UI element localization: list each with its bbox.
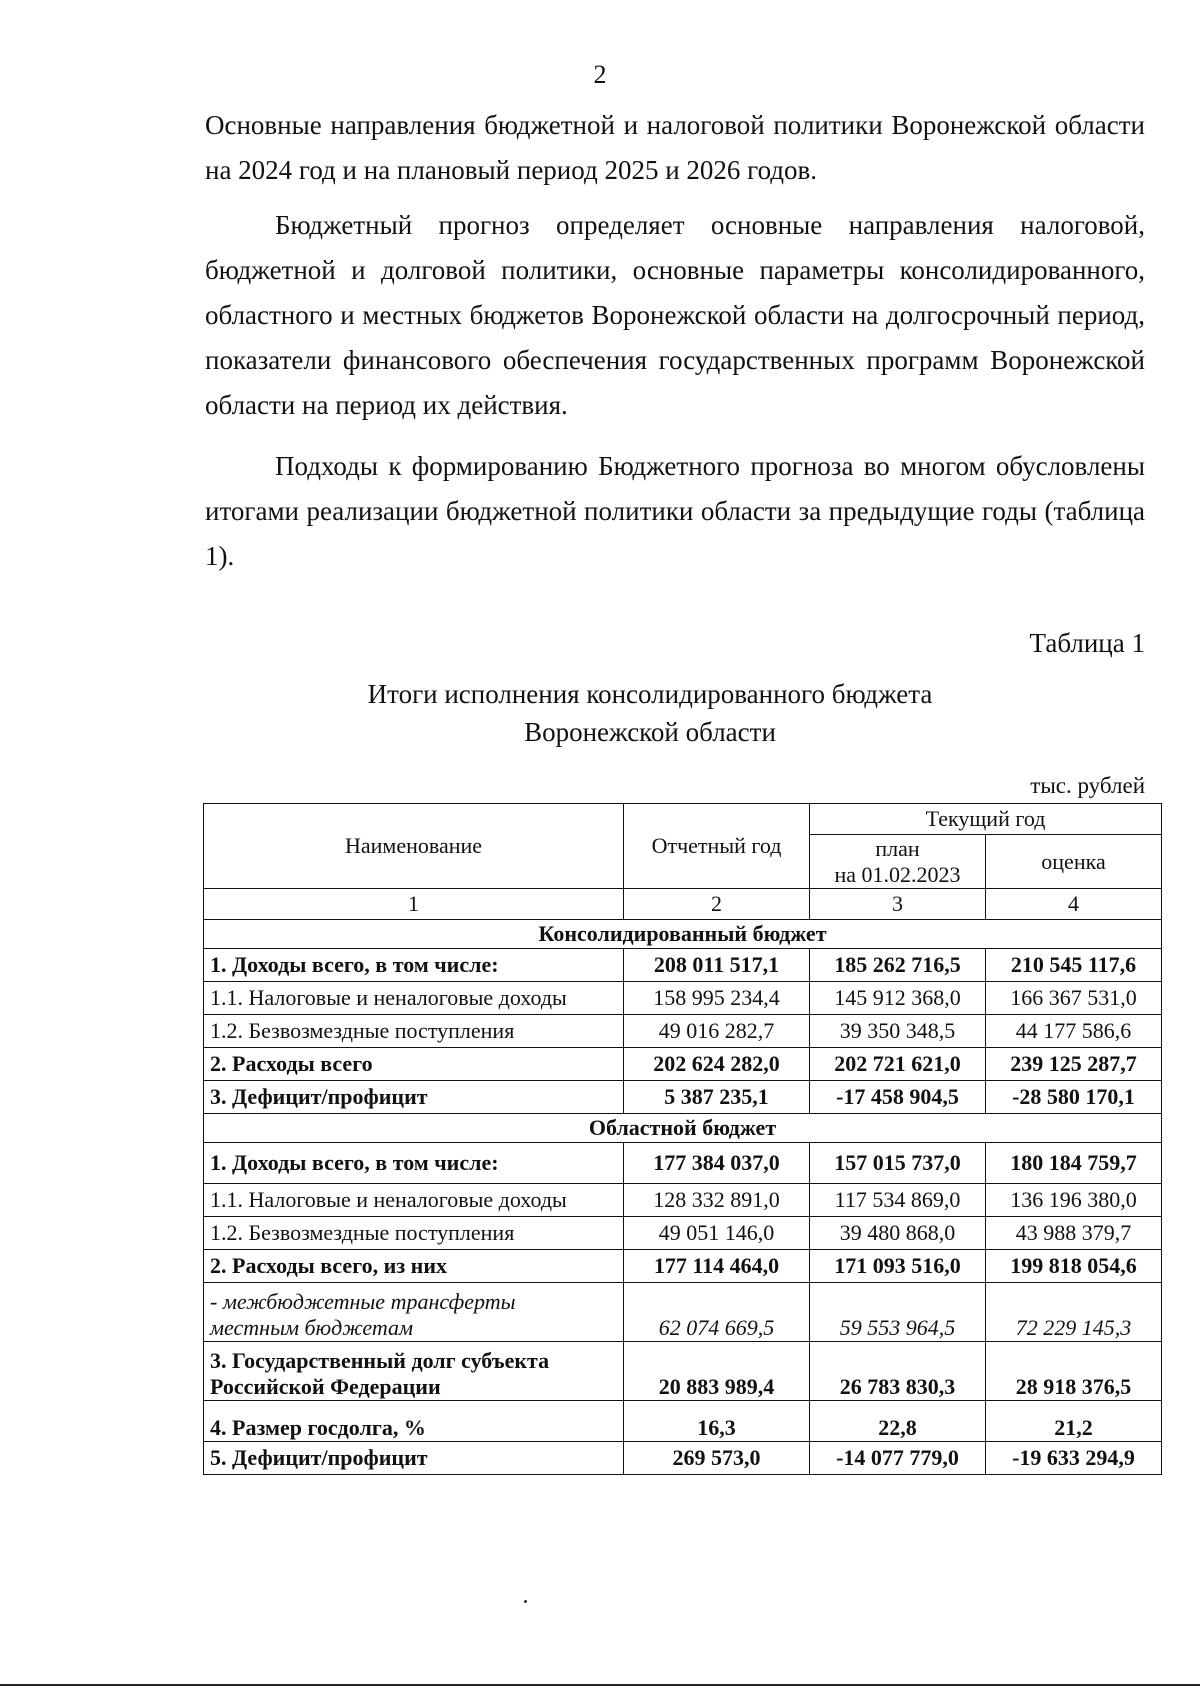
column-number: 3 [810, 889, 986, 920]
row-name: 1.2. Безвозмездные поступления [204, 1015, 624, 1048]
row-value-reported: 16,3 [624, 1401, 810, 1442]
table-row [204, 949, 1162, 982]
row-value-reported: 62 074 669,5 [624, 1283, 810, 1342]
row-value-plan: 22,8 [810, 1401, 986, 1442]
table-label: Таблица 1 [1029, 628, 1145, 658]
row-name: 2. Расходы всего, из них [204, 1250, 624, 1283]
section-header-regional [204, 1114, 1162, 1143]
table-row [204, 1250, 1162, 1283]
column-number: 2 [624, 889, 810, 920]
header-plan-line-2: на 01.02.2023 [834, 861, 961, 887]
row-name: 1. Доходы всего, в том числе: [204, 949, 624, 982]
row-value-reported: 5 387 235,1 [624, 1081, 810, 1114]
row-value-reported: 177 114 464,0 [624, 1250, 810, 1283]
row-value-estimate: -19 633 294,9 [986, 1442, 1162, 1475]
row-value-plan: 145 912 368,0 [810, 982, 986, 1015]
row-value-reported: 49 016 282,7 [624, 1015, 810, 1048]
row-value-estimate: 21,2 [986, 1401, 1162, 1442]
header-plan-line-1: план [875, 835, 920, 861]
header-estimate: оценка [986, 835, 1162, 889]
row-value-reported: 202 624 282,0 [624, 1048, 810, 1081]
row-value-reported: 20 883 989,4 [624, 1342, 810, 1401]
row-value-plan: 157 015 737,0 [810, 1143, 986, 1184]
row-value-plan: 39 480 868,0 [810, 1217, 986, 1250]
row-value-estimate: 210 545 117,6 [986, 949, 1162, 982]
table-row [204, 1143, 1162, 1184]
row-value-reported: 208 011 517,1 [624, 949, 810, 982]
column-number: 4 [986, 889, 1162, 920]
paragraph-2 [205, 203, 1145, 428]
row-value-plan: -14 077 779,0 [810, 1442, 986, 1475]
row-value-plan: 202 721 621,0 [810, 1048, 986, 1081]
row-value-reported: 128 332 891,0 [624, 1184, 810, 1217]
row-value-reported: 269 573,0 [624, 1442, 810, 1475]
table-row [204, 1048, 1162, 1081]
table-caption-line-2: Воронежской области [524, 717, 776, 747]
budget-table [203, 803, 1162, 1475]
paragraph-1-text: Основные направления бюджетной и налоговой политики Воронежской области на 2024 год и на плановый период 2025 и 2026 годов. [205, 110, 1145, 185]
scan-speck [524, 1600, 527, 1603]
row-name-line-1: - межбюджетные трансферты [210, 1289, 516, 1314]
row-name [204, 1342, 624, 1401]
paragraph-3 [205, 444, 1145, 579]
row-value-plan: 59 553 964,5 [810, 1283, 986, 1342]
row-name-line-2: местным бюджетам [210, 1315, 414, 1340]
column-number: 1 [204, 889, 624, 920]
row-value-estimate: 136 196 380,0 [986, 1184, 1162, 1217]
table-caption [290, 675, 1010, 751]
table-row [204, 1283, 1162, 1342]
row-value-estimate: 199 818 054,6 [986, 1250, 1162, 1283]
row-value-plan: 185 262 716,5 [810, 949, 986, 982]
row-value-estimate: 180 184 759,7 [986, 1143, 1162, 1184]
table-row [204, 1401, 1162, 1442]
header-current-year: Текущий год [810, 804, 1162, 835]
row-name: 1.1. Налоговые и неналоговые доходы [204, 1184, 624, 1217]
row-value-estimate: -28 580 170,1 [986, 1081, 1162, 1114]
table-row [204, 1081, 1162, 1114]
row-name: 1.1. Налоговые и неналоговые доходы [204, 982, 624, 1015]
row-value-plan: 171 093 516,0 [810, 1250, 986, 1283]
header-reported-year: Отчетный год [624, 804, 810, 889]
header-row-1 [204, 804, 1162, 835]
row-value-estimate: 166 367 531,0 [986, 982, 1162, 1015]
row-value-estimate: 44 177 586,6 [986, 1015, 1162, 1048]
section-title: Консолидированный бюджет [204, 920, 1162, 949]
table-row [204, 982, 1162, 1015]
section-header-consolidated [204, 920, 1162, 949]
row-name: 3. Дефицит/профицит [204, 1081, 624, 1114]
page-bottom-rule [0, 1684, 1200, 1686]
row-name: 5. Дефицит/профицит [204, 1442, 624, 1475]
row-value-reported: 177 384 037,0 [624, 1143, 810, 1184]
row-name: 2. Расходы всего [204, 1048, 624, 1081]
column-number-row [204, 889, 1162, 920]
row-name-line-1: 3. Государственный долг субъекта [210, 1348, 550, 1373]
page-number: 2 [593, 60, 607, 89]
table-row [204, 1184, 1162, 1217]
section-title: Областной бюджет [204, 1114, 1162, 1143]
row-value-estimate: 28 918 376,5 [986, 1342, 1162, 1401]
table-caption-line-1: Итоги исполнения консолидированного бюджета [367, 679, 933, 709]
row-value-estimate: 72 229 145,3 [986, 1283, 1162, 1342]
row-name [204, 1283, 624, 1342]
row-value-reported: 49 051 146,0 [624, 1217, 810, 1250]
row-value-plan: -17 458 904,5 [810, 1081, 986, 1114]
row-value-plan: 39 350 348,5 [810, 1015, 986, 1048]
row-value-estimate: 239 125 287,7 [986, 1048, 1162, 1081]
table-row [204, 1442, 1162, 1475]
header-name: Наименование [204, 804, 624, 889]
paragraph-3-text: Подходы к формированию Бюджетного прогноза во многом обусловлены итогами реализации бюджетной политики области за предыдущие годы (таблица 1). [205, 451, 1145, 571]
table-row [204, 1217, 1162, 1250]
row-value-estimate: 43 988 379,7 [986, 1217, 1162, 1250]
table-row [204, 1015, 1162, 1048]
row-name: 1. Доходы всего, в том числе: [204, 1143, 624, 1184]
row-value-reported: 158 995 234,4 [624, 982, 810, 1015]
row-name: 4. Размер госдолга, % [204, 1401, 624, 1442]
row-value-plan: 117 534 869,0 [810, 1184, 986, 1217]
paragraph-2-text: Бюджетный прогноз определяет основные направления налоговой, бюджетной и долговой политики, основные параметры консолидированного, областного и местных бюджетов Воронежской области на долгосрочный период, показатели финансового обеспечения государственных программ Воронежской области на период их действия. [205, 210, 1145, 420]
row-name: 1.2. Безвозмездные поступления [204, 1217, 624, 1250]
paragraph-1 [205, 103, 1145, 193]
row-name-line-2: Российской Федерации [210, 1374, 441, 1399]
header-plan [810, 835, 986, 889]
table-units: тыс. рублей [1030, 773, 1145, 798]
row-value-plan: 26 783 830,3 [810, 1342, 986, 1401]
table-row [204, 1342, 1162, 1401]
